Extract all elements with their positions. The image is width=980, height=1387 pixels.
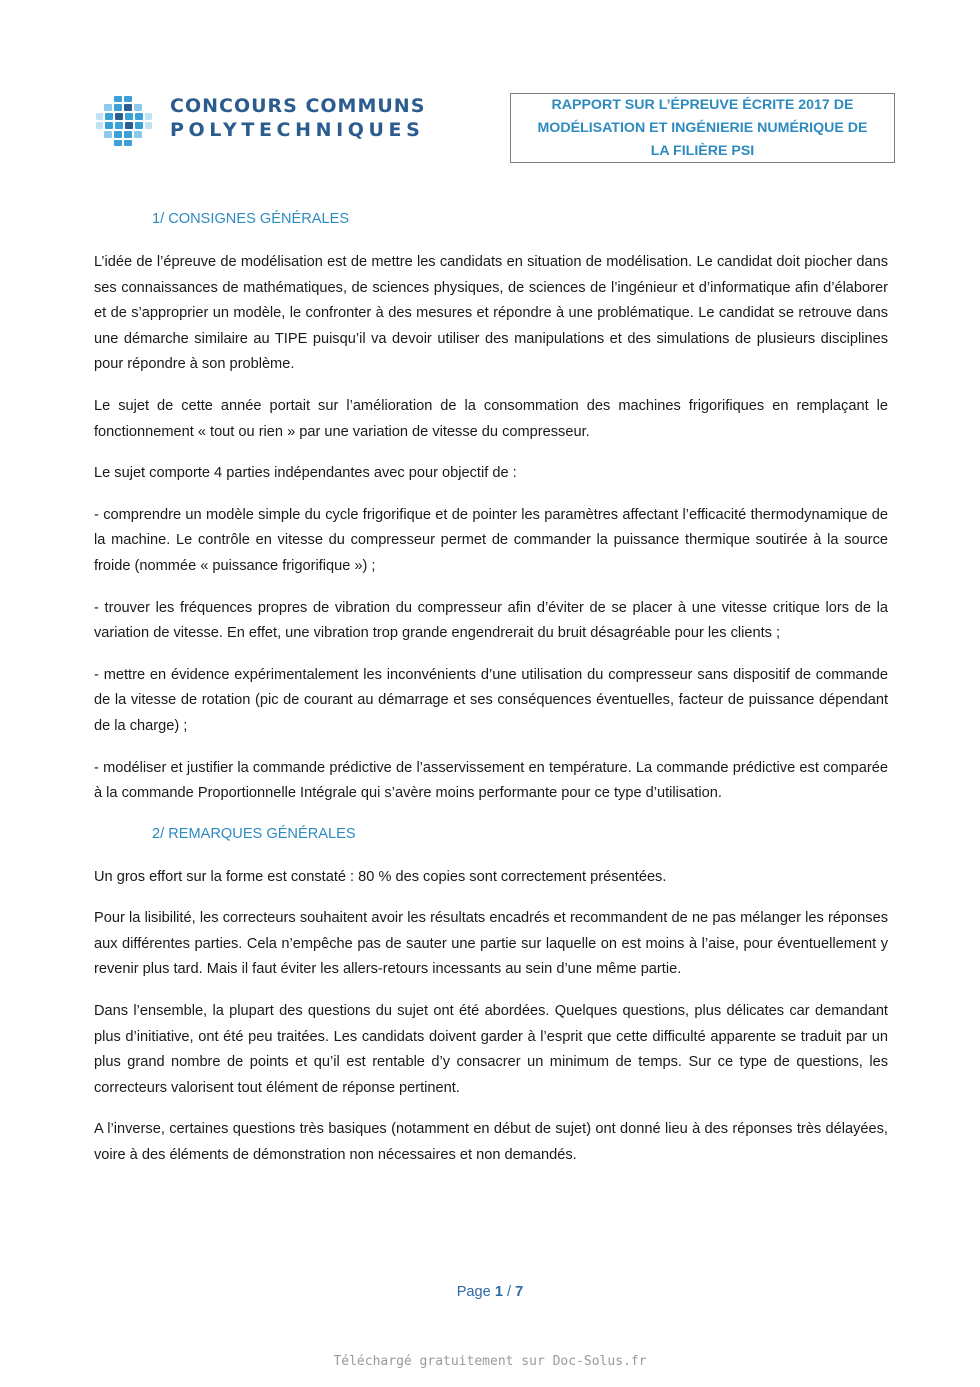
report-title-box (510, 93, 895, 163)
page-label: Page (456, 1284, 491, 1300)
report-title (531, 94, 873, 163)
report-title-line-1: RAPPORT SUR L’ÉPREUVE ÉCRITE 2017 DE (551, 96, 854, 113)
paragraph: Un gros effort sur la forme est constaté : 80 % des copies sont correctement présentées. (94, 868, 667, 885)
download-footer: Téléchargé gratuitement sur Doc-Solus.fr (333, 1354, 647, 1369)
page-number (0, 1284, 980, 1300)
paragraph: Pour la lisibilité, les correcteurs souhaitent avoir les résultats encadrés et recommandent de ne pas mélanger les réponses aux différentes parties. Cela n’empêche pas de sauter une partie sur laquelle on est moins à l’aise, pour éventuellement y revenir plus tard. Mais il faut éviter les allers-retours incessants au sein d’une même partie. (94, 910, 888, 978)
page-total: 7 (515, 1284, 524, 1300)
report-body (94, 206, 888, 1185)
report-title-line-2: MODÉLISATION ET INGÉNIERIE NUMÉRIQUE DE (537, 119, 868, 136)
section-heading-consignes: 1/ CONSIGNES GÉNÉRALES (152, 211, 350, 227)
list-item: - trouver les fréquences propres de vibration du compresseur afin d’éviter de se placer à une vitesse critique lors de la variation de vitesse. En effet, une vibration trop grande engendrerait du bruit désagréable pour les clients ; (94, 599, 888, 642)
paragraph: Le sujet de cette année portait sur l’amélioration de la consommation des machines frigorifiques en remplaçant le fonctionnement « tout ou rien » par une variation de vitesse du compresseur. (94, 397, 888, 440)
page-separator: / (507, 1284, 512, 1300)
globe-logo-icon (92, 92, 156, 150)
paragraph: A l’inverse, certaines questions très basiques (notamment en début de sujet) ont donné lieu à des réponses très délayées, voire à des éléments de démonstration non nécessaires et non demandés. (94, 1121, 888, 1164)
report-title-line-3: LA FILIÈRE PSI (650, 142, 755, 159)
list-item: - modéliser et justifier la commande prédictive de l’asservissement en température. La commande prédictive est comparée à la commande Proportionnelle Intégrale qui s’avère moins performante pour ce type d’utilisation. (94, 759, 888, 802)
paragraph: L’idée de l’épreuve de modélisation est de mettre les candidats en situation de modélisation. Le candidat doit piocher dans ses connaissances de mathématiques, de sciences physiques, de sciences de l’ingénieur et d’informatique afin d’élaborer et de s’approprier un modèle, le confronter à des mesures et répondre à une problématique. Le candidat se retrouve dans une démarche similaire au TIPE puisqu’il va devoir utiliser des manipulations et des simulations de plusieurs disciplines pour répondre à son problème. (94, 254, 888, 373)
list-item: - mettre en évidence expérimentalement les inconvénients d’une utilisation du compresseur sans dispositif de commande de la vitesse de rotation (pic de courant au démarrage et ses conséquences éventuelles, facteur de puissance dépendant de la charge) ; (94, 666, 888, 734)
logo (92, 92, 452, 150)
logo-line-2: POLYTECHNIQUES (170, 119, 425, 141)
logo-line-1: CONCOURS COMMUNS (170, 95, 426, 117)
section-heading-remarques: 2/ REMARQUES GÉNÉRALES (152, 825, 356, 842)
list-item: - comprendre un modèle simple du cycle frigorifique et de pointer les paramètres affectant l’efficacité thermodynamique de la machine. Le contrôle en vitesse du compresseur permet de commander la puissance thermique soutirée à la source froide (nommée « puissance frigorifique ») ; (94, 506, 888, 574)
page-current: 1 (494, 1284, 503, 1300)
logo-wordmark (170, 94, 425, 142)
paragraph: Le sujet comporte 4 parties indépendantes avec pour objectif de : (94, 465, 517, 482)
paragraph: Dans l’ensemble, la plupart des questions du sujet ont été abordées. Quelques questions, plus délicates car demandant plus d’initiative, ont été peu traitées. Les candidats doivent garder à l’esprit que cette difficulté apparente se traduit par un plus grand nombre de points et qu’il est rentable d’y consacrer un minimum de temps. Sur ce type de questions, les correcteurs valorisent tout élément de réponse pertinent. (94, 1003, 888, 1096)
